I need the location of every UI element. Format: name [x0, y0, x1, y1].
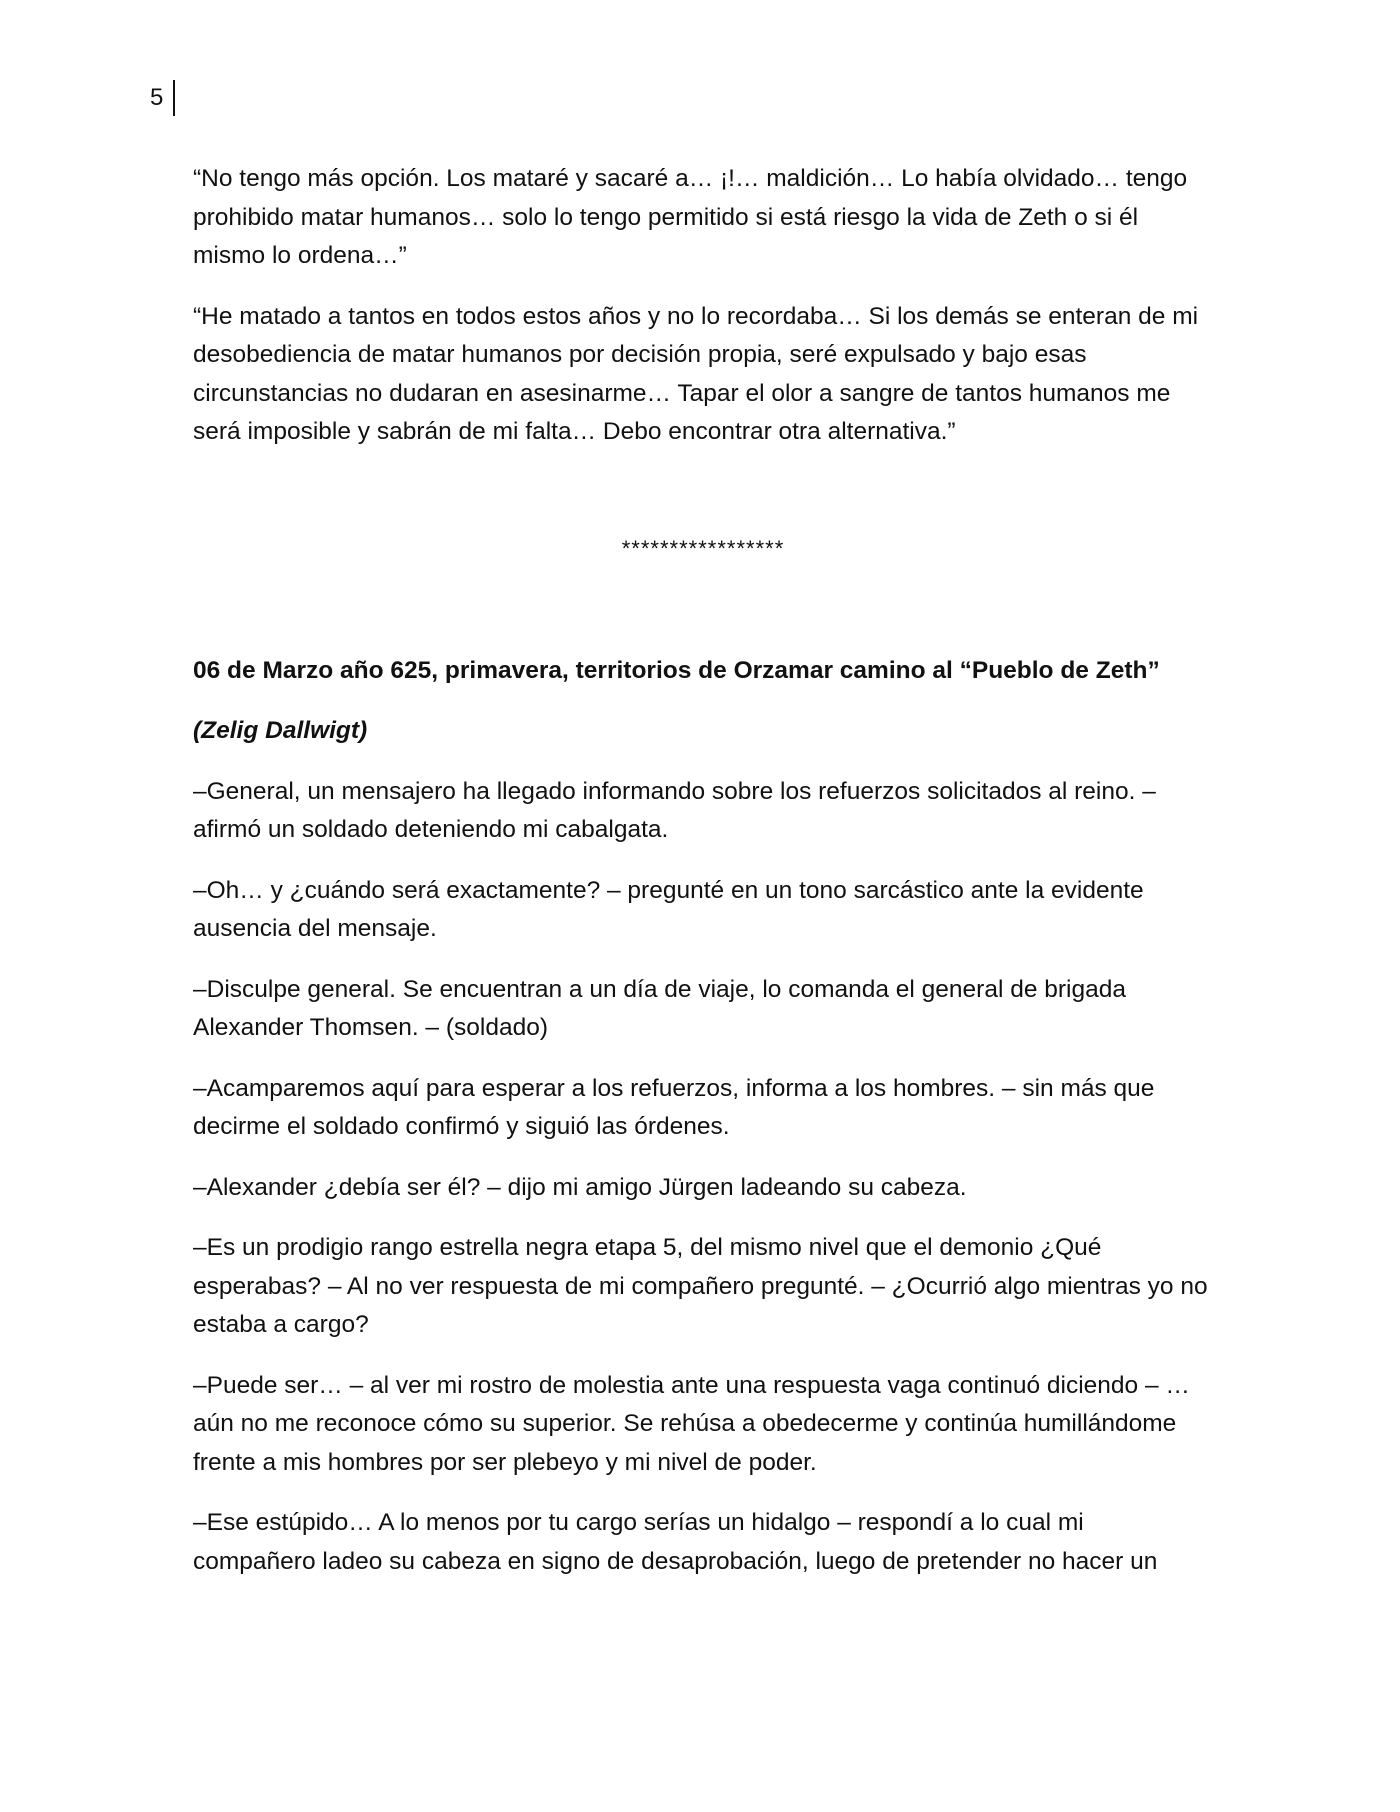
- dialogue-paragraph: –Ese estúpido… A lo menos por tu cargo serías un hidalgo – respondí a lo cual mi compañero ladeo su cabeza en signo de desaprobación, luego de pretender no hacer un: [193, 1509, 1158, 1575]
- dialogue-paragraph: –Oh… y ¿cuándo será exactamente? – pregunté en un tono sarcástico ante la evidente ausencia del mensaje.: [193, 876, 1144, 942]
- dialogue-paragraph: –Disculpe general. Se encuentran a un día de viaje, lo comanda el general de brigada Alexander Thomsen. – (soldado): [193, 975, 1126, 1041]
- section-separator: *****************: [621, 535, 785, 561]
- dialogue-paragraph: –General, un mensajero ha llegado informando sobre los refuerzos solicitados al reino. – afirmó un soldado deteniendo mi cabalgata.: [193, 777, 1156, 843]
- paragraph: “He matado a tantos en todos estos años y no lo recordaba… Si los demás se enteran de mi desobediencia de matar humanos por decisión propia, seré expulsado y bajo esas circunstancias no dudaran en asesinarme… Tapar el olor a sangre de tantos humanos me será imposible y sabrán de mi falta… Debo encontrar otra alternativa.”: [193, 302, 1199, 445]
- document-body: [193, 160, 1213, 1603]
- section-heading: 06 de Marzo año 625, primavera, territorios de Orzamar camino al “Pueblo de Zeth”: [193, 656, 1160, 684]
- page-header: [150, 80, 175, 116]
- header-divider: [173, 80, 175, 116]
- dialogue-paragraph: –Es un prodigio rango estrella negra etapa 5, del mismo nivel que el demonio ¿Qué esperabas? – Al no ver respuesta de mi compañero pregunté. – ¿Ocurrió algo mientras yo no estaba a cargo?: [193, 1234, 1208, 1338]
- dialogue-paragraph: –Puede ser… – al ver mi rostro de molestia ante una respuesta vaga continuó diciendo – …aún no me reconoce cómo su superior. Se rehúsa a obedecerme y continúa humillándome frente a mis hombres por ser plebeyo y mi nivel de poder.: [193, 1371, 1190, 1476]
- dialogue-paragraph: –Acamparemos aquí para esperar a los refuerzos, informa a los hombres. – sin más que decirme el soldado confirmó y siguió las órdenes.: [193, 1074, 1155, 1140]
- dialogue-paragraph: –Alexander ¿debía ser él? – dijo mi amigo Jürgen ladeando su cabeza.: [193, 1173, 967, 1201]
- page-number: 5: [150, 84, 164, 111]
- paragraph: “No tengo más opción. Los mataré y sacaré a… ¡!… maldición… Lo había olvidado… tengo prohibido matar humanos… solo lo tengo permitido si está riesgo la vida de Zeth o si él mismo lo ordena…”: [193, 165, 1188, 269]
- narrator-label: (Zelig Dallwigt): [193, 717, 368, 744]
